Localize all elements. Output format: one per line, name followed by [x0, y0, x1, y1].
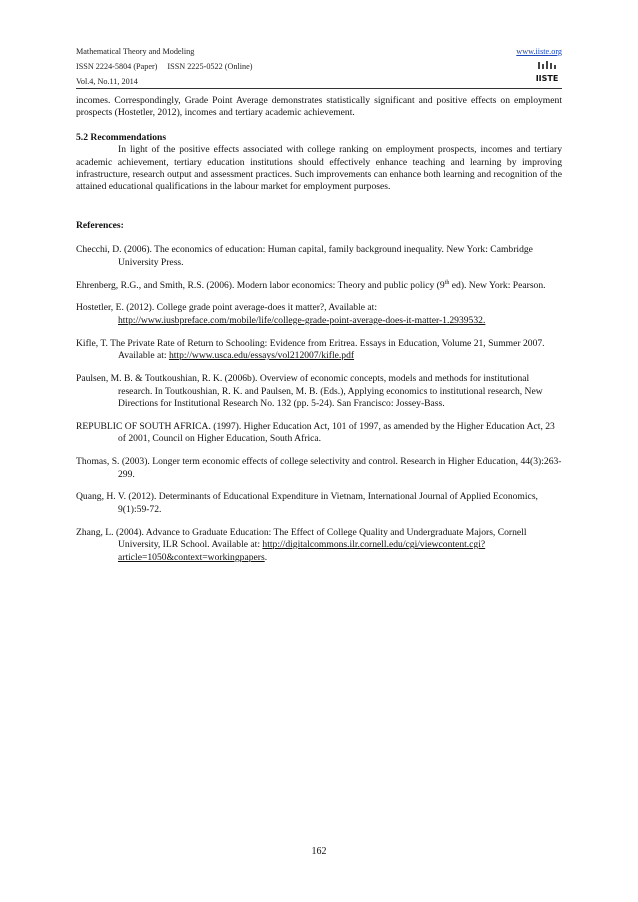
references-heading: References:: [76, 219, 124, 231]
reference-link[interactable]: http://digitalcommons.ilr.cornell.edu/cgi/viewcontent.cgi?article=1050&context=workingpapers: [118, 539, 486, 563]
page-number: 162: [311, 846, 327, 857]
journal-url-link[interactable]: www.iiste.org: [516, 47, 562, 56]
journal-name: Mathematical Theory and Modeling: [76, 47, 195, 56]
reference-link[interactable]: http://www.usca.edu/essays/vol212007/kifle.pdf: [168, 350, 355, 362]
reference-item: Checchi, D. (2006). The economics of education: Human capital, family background inequality. New York: Cambridge University Press.: [76, 244, 533, 268]
article-body: [76, 95, 562, 574]
iiste-logo-icon: [536, 61, 558, 85]
section-heading: 5.2 Recommendations: [76, 131, 167, 143]
reference-item: Ehrenberg, R.G., and Smith, R.S. (2006). Modern labor economics: Theory and public policy (9th ed). New York: Pearson.: [76, 279, 546, 291]
superscript: th: [444, 279, 450, 286]
page-header: [76, 44, 562, 86]
recommendations-paragraph: In light of the positive effects associated with college ranking on employment prospects, incomes and tertiary academic achievement, tertiary education institutions should effectively enhance teaching and learning by improving infrastructure, research output and assessment practices. Such improvements can enhance both learning and recognition of the attained educational qualifications in the labour market for employment purposes.: [76, 144, 562, 193]
reference-item: Thomas, S. (2003). Longer term economic effects of college selectivity and control. Research in Higher Education, 44(3):263-299.: [76, 456, 562, 480]
reference-item: Hostetler, E. (2012). College grade point average-does it matter?, Available at: http://www.iusbpreface.com/mobile/life/college-grade-point-average-does-it-matter-1.2939532.: [76, 302, 486, 326]
reference-item: Paulsen, M. B. & Toutkoushian, R. K. (2006b). Overview of economic concepts, models and methods for institutional research. In Toutkoushian, R. K. and Paulsen, M. B. (Eds.), Applying economics to institutional research, New Directions for Institutional Research No. 132 (pp. 5-24). San Francisco: Jossey-Bass.: [76, 373, 543, 409]
issn-line: [76, 59, 562, 74]
reference-item: Kifle, T. The Private Rate of Return to Schooling: Evidence from Eritrea. Essays in Education, Volume 21, Summer 2007. Available at: http://www.usca.edu/essays/vol212007/kifle.pdf: [76, 337, 545, 362]
reference-item: Zhang, L. (2004). Advance to Graduate Education: The Effect of College Quality and Undergraduate Majors, Cornell University, ILR School. Available at: http://digitalcommons.ilr.cornell.edu/cgi/viewcontent.cgi?article=1050&context=workingpapers.: [76, 526, 527, 563]
reference-item: REPUBLIC OF SOUTH AFRICA. (1997). Higher Education Act, 101 of 1997, as amended by the Higher Education Act, 23 of 2001, Council on Higher Education, South Africa.: [76, 420, 555, 445]
svg-text:IISTE: IISTE: [536, 74, 558, 83]
reference-item: Quang, H. V. (2012). Determinants of Educational Expenditure in Vietnam, International Journal of Applied Economics, 9(1):59-72.: [76, 491, 538, 515]
issn-paper: ISSN 2224-5804 (Paper): [76, 62, 158, 71]
volume-info: Vol.4, No.11, 2014: [76, 77, 138, 86]
header-divider: [76, 88, 562, 89]
intro-paragraph: incomes. Correspondingly, Grade Point Average demonstrates statistically significant and positive effects on employment prospects (Hostetler, 2012), incomes and tertiary academic achievement.: [76, 95, 562, 119]
reference-link[interactable]: http://www.iusbpreface.com/mobile/life/college-grade-point-average-does-it-matter-1.2939532.: [118, 314, 486, 326]
issn-online: ISSN 2225-0522 (Online): [167, 62, 253, 71]
